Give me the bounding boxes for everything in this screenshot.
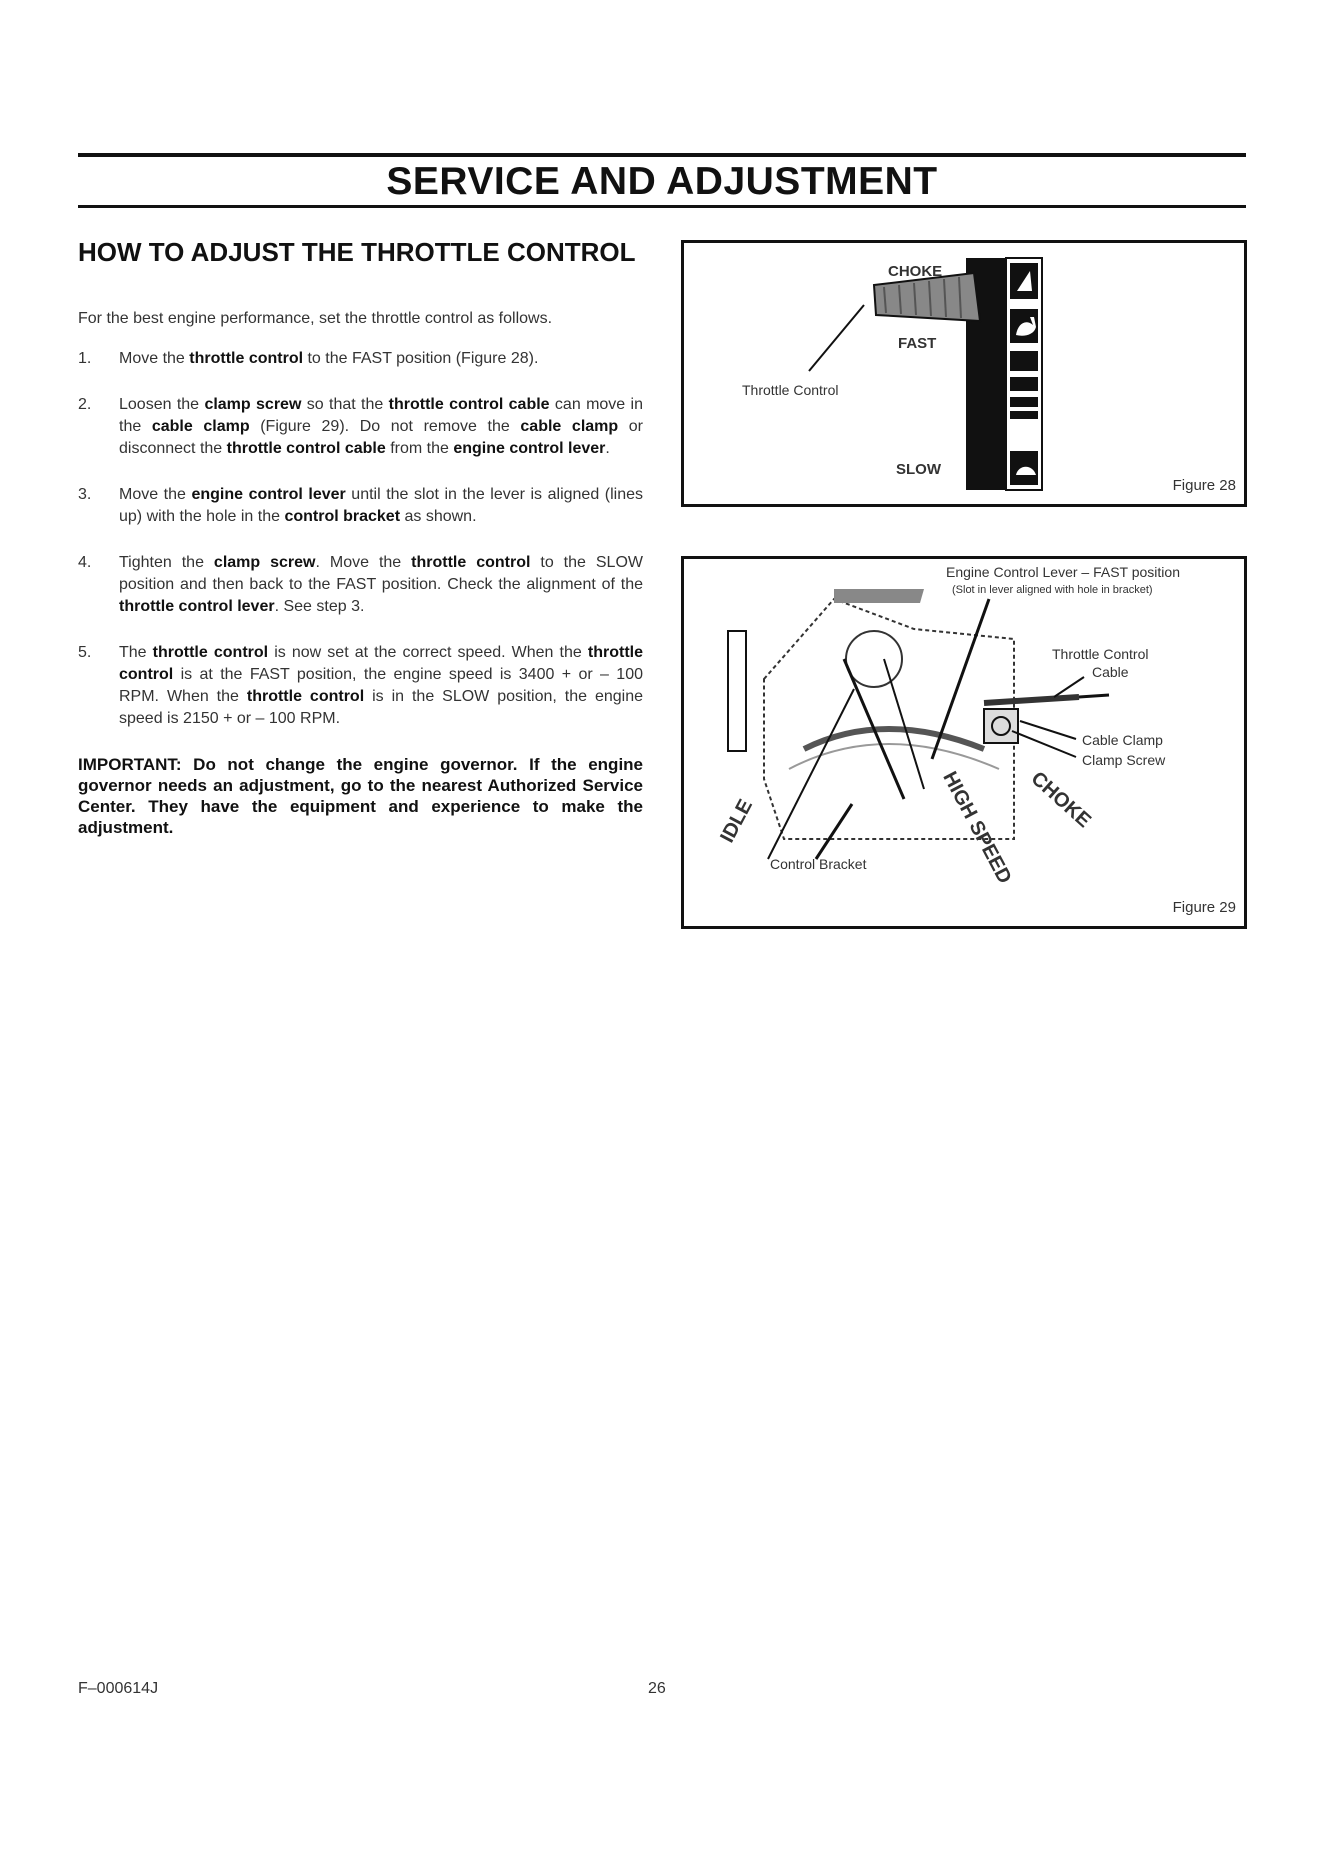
bracket-leader-line: [816, 804, 852, 859]
section-heading: HOW TO ADJUST THE THROTTLE CONTROL: [78, 237, 636, 267]
instructions-column: [78, 308, 643, 856]
step-text: until the slot in the lever is aligned (lines up) with the hole in the: [119, 486, 643, 525]
emphasized-term: throttle control: [152, 644, 269, 661]
figure-28-caption: Figure 28: [1172, 477, 1236, 494]
figure-28: [681, 240, 1247, 507]
throttle-leader-line: [809, 305, 864, 371]
speed-bar-icon: [1010, 397, 1038, 407]
emphasized-term: engine control lever: [453, 440, 606, 457]
emphasized-term: control bracket: [284, 508, 401, 525]
step-text: Tighten the: [119, 554, 214, 571]
emphasized-term: throttle control: [246, 688, 365, 705]
step-text: Move the: [119, 486, 192, 503]
emphasized-term: throttle control cable: [388, 396, 550, 413]
figure-29-caption: Figure 29: [1172, 899, 1236, 916]
steps-list: [78, 348, 643, 730]
step-text: to the SLOW position and then back to the FAST position. Check the alignment of the: [119, 554, 643, 593]
step-text: from the: [385, 440, 454, 457]
lever-leader-line: [932, 599, 989, 759]
important-note: IMPORTANT: Do not change the engine governor. If the engine governor needs an adjustment, go to the nearest Authorized Service Center. They have the equipment and experience to make the adjustment.: [78, 755, 643, 837]
speed-arc: [804, 729, 984, 749]
step-text: . See step 3.: [274, 598, 365, 615]
emphasized-term: clamp screw: [213, 554, 316, 571]
step-item: [78, 348, 643, 370]
step-text: can move in the: [119, 396, 644, 435]
control-bracket-edge: [728, 631, 746, 751]
page-number: 26: [648, 1680, 666, 1697]
emphasized-term: throttle control cable: [226, 440, 386, 457]
lever-slot-detail: [834, 589, 924, 603]
step-text: (Figure 29). Do not remove the: [249, 418, 521, 435]
page-title: SERVICE AND ADJUSTMENT: [386, 160, 938, 203]
control-bracket-label: Control Bracket: [770, 856, 867, 872]
step-text: as shown.: [400, 508, 477, 525]
step-text: The: [119, 644, 153, 661]
step-number: 5.: [78, 644, 92, 661]
emphasized-term: throttle control: [119, 644, 644, 683]
step-number: 2.: [78, 396, 92, 413]
cable-label: Throttle Control: [1052, 646, 1149, 662]
emphasized-term: throttle control: [411, 554, 531, 571]
step-text: is at the FAST position, the engine speed is 3400 + or – 100 RPM. When the: [119, 666, 643, 705]
step-number: 1.: [78, 350, 92, 367]
lever-sublabel: (Slot in lever aligned with hole in bracket): [952, 584, 1153, 596]
step-text: or disconnect the: [119, 418, 644, 457]
step-text: Loosen the: [119, 396, 205, 413]
step-item: [78, 552, 643, 618]
clamp-leader-line: [1020, 721, 1076, 739]
step-item: [78, 642, 643, 730]
step-text: .: [605, 440, 610, 457]
emphasized-term: clamp screw: [204, 396, 302, 413]
high-speed-marking: HIGH SPEED: [938, 768, 1016, 888]
throttle-control-illustration: [684, 243, 1244, 504]
step-number: 4.: [78, 554, 92, 571]
bracket-leader-line: [768, 689, 854, 859]
choke-label: CHOKE: [888, 263, 943, 280]
emphasized-term: cable clamp: [151, 418, 250, 435]
step-text: is now set at the correct speed. When the: [268, 644, 588, 661]
figure-29: [681, 556, 1247, 929]
step-text: is in the SLOW position, the engine speed is 2150 + or – 100 RPM.: [119, 688, 643, 727]
slow-label: SLOW: [896, 461, 941, 478]
emphasized-term: cable clamp: [520, 418, 619, 435]
step-text: . Move the: [315, 554, 412, 571]
document-code: F–000614J: [78, 1680, 159, 1697]
bottom-rule: [78, 205, 1246, 208]
speed-bar-icon: [1010, 377, 1038, 391]
cable-label-line2: Cable: [1092, 664, 1129, 680]
emphasized-term: throttle control lever: [119, 598, 275, 615]
step-text: so that the: [301, 396, 389, 413]
pivot-hole: [846, 631, 902, 687]
emphasized-term: engine control lever: [191, 486, 346, 503]
intro-paragraph: For the best engine performance, set the throttle control as follows.: [78, 310, 553, 327]
step-item: [78, 394, 643, 460]
step-number: 3.: [78, 486, 92, 503]
cable-clamp: [984, 709, 1018, 743]
step-item: [78, 484, 643, 528]
choke-marking: CHOKE: [1026, 767, 1096, 833]
step-text: Move the: [119, 350, 190, 367]
step-text: to the FAST position (Figure 28).: [303, 350, 539, 367]
emphasized-term: throttle control: [189, 350, 304, 367]
fast-label: FAST: [898, 335, 937, 352]
lever-label: Engine Control Lever – FAST position: [946, 564, 1180, 580]
idle-marking: IDLE: [716, 795, 758, 847]
cable-clamp-label: Cable Clamp: [1082, 732, 1163, 748]
speed-bar-icon: [1010, 411, 1038, 419]
top-rule: [78, 153, 1246, 157]
speed-bar-icon: [1010, 351, 1038, 371]
throttle-control-label: Throttle Control: [742, 382, 839, 398]
clamp-screw-label: Clamp Screw: [1082, 752, 1166, 768]
throttle-cable: [984, 697, 1079, 703]
cable-leader-line: [1054, 677, 1084, 697]
